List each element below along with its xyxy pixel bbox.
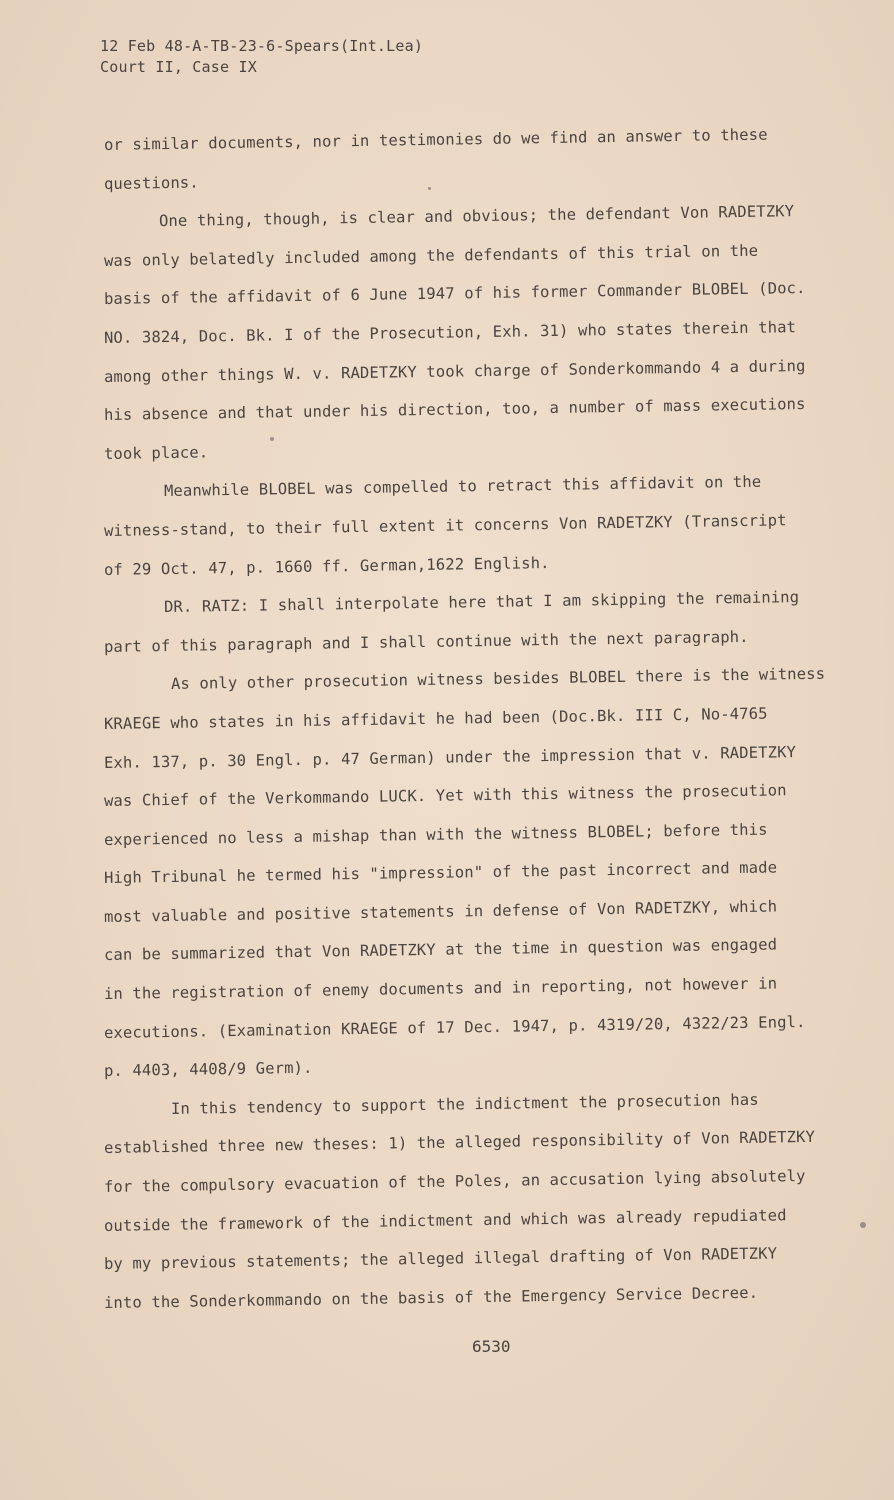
paragraph-start-line: In this tendency to support the indictment the prosecution has [170, 1090, 759, 1118]
body-line: witness-stand, to their full extent it concerns Von RADETZKY (Transcript [103, 511, 787, 540]
paper-speck [860, 1222, 866, 1228]
paragraph-start-line: As only other prosecution witness besides BLOBEL there is the witness [170, 664, 826, 694]
page-number: 6530 [472, 1337, 511, 1356]
body-line: of 29 Oct. 47, p. 1660 ff. German,1622 English. [103, 553, 550, 579]
body-line: into the Sonderkommando on the basis of the Emergency Service Decree. [103, 1283, 759, 1312]
body-line: in the registration of enemy documents and in reporting, not however in [103, 974, 778, 1004]
document-header [100, 36, 423, 78]
body-line: executions. (Examination KRAEGE of 17 Dec. 1947, p. 4319/20, 4322/23 Engl. [103, 1012, 806, 1042]
header-reference: 12 Feb 48-A-TB-23-6-Spears(Int.Lea) [100, 37, 424, 55]
body-line: NO. 3824, Doc. Bk. I of the Prosecution, Exh. 31) who states therein that [103, 318, 797, 347]
body-line: established three new theses: 1) the alleged responsibility of Von RADETZKY [103, 1128, 816, 1158]
body-line: by my previous statements; the alleged illegal drafting of Von RADETZKY [103, 1244, 778, 1274]
body-line: outside the framework of the indictment and which was already repudiated [103, 1205, 787, 1235]
body-line: Exh. 137, p. 30 Engl. p. 47 German) under the impression that v. RADETZKY [103, 742, 797, 772]
body-line: his absence and that under his direction, too, a number of mass executions [103, 395, 806, 425]
body-line: was Chief of the Verkommando LUCK. Yet with this witness the prosecution [103, 781, 787, 811]
body-line: part of this paragraph and I shall continue with the next paragraph. [103, 627, 749, 656]
body-line: KRAEGE who states in his affidavit he had been (Doc.Bk. III C, No-4765 [103, 704, 768, 733]
body-line: p. 4403, 4408/9 Germ). [103, 1058, 313, 1081]
body-line: basis of the affidavit of 6 June 1947 of his former Commander BLOBEL (Doc. [103, 279, 806, 309]
header-court-case: Court II, Case IX [100, 58, 257, 76]
body-line: can be summarized that Von RADETZKY at the time in question was engaged [103, 935, 778, 965]
paper-speck [270, 437, 274, 441]
body-line: questions. [103, 173, 199, 193]
paragraph-start-line: One thing, though, is clear and obvious; the defendant Von RADETZKY [158, 202, 795, 231]
interjection-line: DR. RATZ: I shall interpolate here that I am skipping the remaining [163, 588, 800, 617]
body-line: took place. [103, 443, 209, 463]
paragraph-start-line: Meanwhile BLOBEL was compelled to retract this affidavit on the [163, 473, 762, 501]
body-line: was only belatedly included among the defendants of this trial on the [103, 241, 759, 270]
paper-speck [428, 187, 431, 190]
document-body [104, 126, 844, 1322]
body-line: most valuable and positive statements in defense of Von RADETZKY, which [103, 897, 778, 926]
body-line: or similar documents, nor in testimonies do we find an answer to these [103, 125, 768, 154]
body-line: experienced no less a mishap than with the witness BLOBEL; before this [103, 820, 768, 849]
body-line: High Tribunal he termed his "impression" of the past incorrect and made [103, 858, 778, 888]
body-line: among other things W. v. RADETZKY took charge of Sonderkommando 4 a during [103, 356, 806, 386]
body-line: for the compulsory evacuation of the Poles, an accusation lying absolutely [103, 1167, 806, 1197]
